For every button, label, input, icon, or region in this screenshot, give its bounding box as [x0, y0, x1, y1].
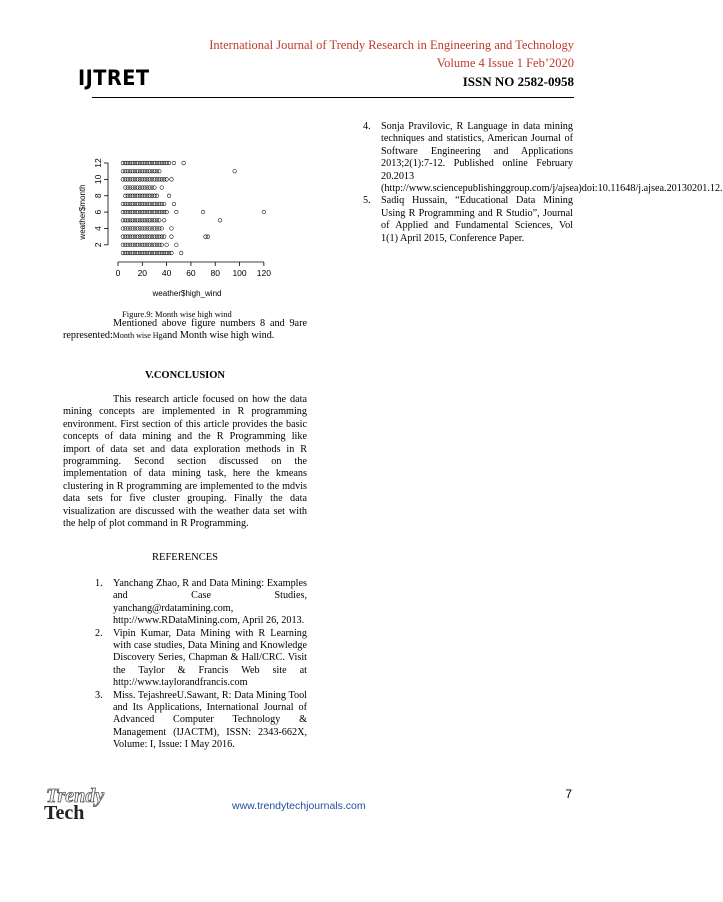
reference-text: Vipin Kumar, Data Mining with R Learning with case studies, Data Mining and Knowledge Discovery Series, Chapman & Hall/CRC. Visit the Taylor & Francis Web site at http://www.taylorandfrancis.com [113, 627, 307, 689]
reference-number: 1. [95, 578, 103, 589]
scatter-point [175, 210, 179, 214]
scatter-point [175, 243, 179, 247]
journal-issn: ISSN NO 2582-0958 [462, 74, 574, 89]
logo-text-top: Trendy [46, 785, 105, 807]
scatter-point [162, 202, 166, 206]
scatter-point [162, 235, 166, 239]
scatter-point [170, 227, 174, 231]
discussion-text-b: and Month wise high wind. [162, 330, 275, 342]
reference-number: 4. [363, 121, 371, 132]
conclusion-heading: V.CONCLUSION [144, 370, 226, 381]
reference-item [79, 578, 307, 628]
reference-item [347, 195, 573, 245]
footer-link[interactable]: www.trendytechjournals.com [232, 800, 366, 812]
reference-item [79, 690, 307, 752]
logo-text-bottom: Tech [44, 802, 85, 824]
scatter-point [262, 210, 266, 214]
conclusion-text: This research article focused on how the data mining concepts are implemented in R programming environment. First section of this article provides the basic concepts of data mining and the R Programming like import of data set and data exploration methods in R programming. Second section discussed on the implementation of data mining task, here the kmeans clustering in R programming are implemented to the mdvis data sets for five cluster grouping. Finally the data visualization are discussed with the weather data set with the help of plot command in R Programming. [63, 394, 307, 530]
scatter-point [165, 243, 169, 247]
reference-text: Sonja Pravilovic, R Language in data mining techniques and statistics, American Journal of Software Engineering and Applications 2013;2(1):7-12. Published online February 20.2013 (http://www.sciencepublishinggroup.com/j/ajsea)doi:10.11648/j.ajsea.20130201.12. [381, 121, 723, 195]
scatter-point [233, 169, 237, 173]
scatter-point [160, 243, 164, 247]
scatter-point [160, 186, 164, 190]
discussion-small-text: Month wise Hg [112, 331, 163, 341]
references-heading: REFERENCES [152, 552, 218, 563]
trendy-tech-logo [40, 784, 130, 822]
x-tick-label: 120 [256, 268, 271, 278]
x-axis-label: weather$high_wind [152, 289, 222, 298]
reference-item [79, 628, 307, 690]
x-tick-label: 0 [115, 268, 121, 278]
scatter-point [165, 178, 169, 182]
reference-text: Yanchang Zhao, R and Data Mining: Examples and Case Studies, yanchang@rdatamining.com, http://www.RDataMining.com, April 26, 2013. [113, 578, 307, 627]
figure-discussion [63, 318, 307, 343]
y-tick-label: 12 [93, 158, 103, 168]
scatter-plot [74, 138, 300, 304]
reference-number: 2. [95, 627, 103, 639]
scatter-point [167, 161, 171, 165]
journal-volume: Volume 4 Issue 1 Feb’2020 [436, 56, 574, 70]
scatter-point [170, 251, 174, 255]
header-divider [92, 97, 574, 98]
reference-text: Miss. TejashreeU.Sawant, R: Data Mining Tool and Its Applications, International Journal of Advanced Computer Technology & Management (IJACTM), ISSN: 2343-662X, Volume: I, Issue: I May 2016. [113, 689, 307, 751]
references-list-right [347, 121, 723, 245]
figure-caption: Figure.9: Month wise high wind [122, 309, 232, 319]
reference-item [347, 121, 723, 195]
scatter-point [201, 210, 205, 214]
journal-title: International Journal of Trendy Research in Engineering and Technology [209, 38, 574, 52]
x-tick-label: 60 [186, 268, 196, 278]
y-tick-label: 2 [93, 242, 103, 248]
scatter-point [153, 186, 157, 190]
reference-number: 3. [95, 689, 103, 701]
scatter-point [158, 218, 162, 222]
y-axis-label: weather$month [78, 184, 87, 240]
scatter-point [179, 251, 183, 255]
x-tick-label: 20 [137, 268, 148, 278]
scatter-point [218, 218, 222, 222]
scatter-point [172, 202, 176, 206]
scatter-point [172, 161, 176, 165]
y-tick-label: 6 [93, 209, 103, 215]
x-tick-label: 100 [232, 268, 247, 278]
reference-text: Sadiq Hussain, “Educational Data Mining Using R Programming and R Studio”, Journal of Applied and Fundamental Sciences, Vol 1(1) April 2015, Conference Paper. [381, 195, 573, 244]
y-tick-label: 8 [93, 193, 103, 199]
ijtret-logo: IJTRET [78, 66, 150, 90]
scatter-point [170, 178, 174, 182]
page-number: 7 [565, 787, 572, 801]
scatter-point [155, 194, 159, 198]
x-tick-label: 40 [161, 268, 172, 278]
reference-number: 5. [363, 195, 371, 207]
y-tick-label: 10 [93, 174, 103, 185]
scatter-point [160, 227, 164, 231]
scatter-point [206, 235, 210, 239]
discussion-text-a: Mentioned above figure numbers 8 and 9are represented: [63, 318, 307, 342]
scatter-point [162, 218, 166, 222]
x-tick-label: 80 [210, 268, 220, 278]
scatter-point [165, 210, 169, 214]
scatter-point [182, 161, 186, 165]
references-list-left [79, 578, 307, 752]
y-tick-label: 4 [93, 226, 103, 231]
scatter-point [158, 169, 162, 173]
scatter-point [167, 194, 171, 198]
scatter-point [170, 235, 174, 239]
